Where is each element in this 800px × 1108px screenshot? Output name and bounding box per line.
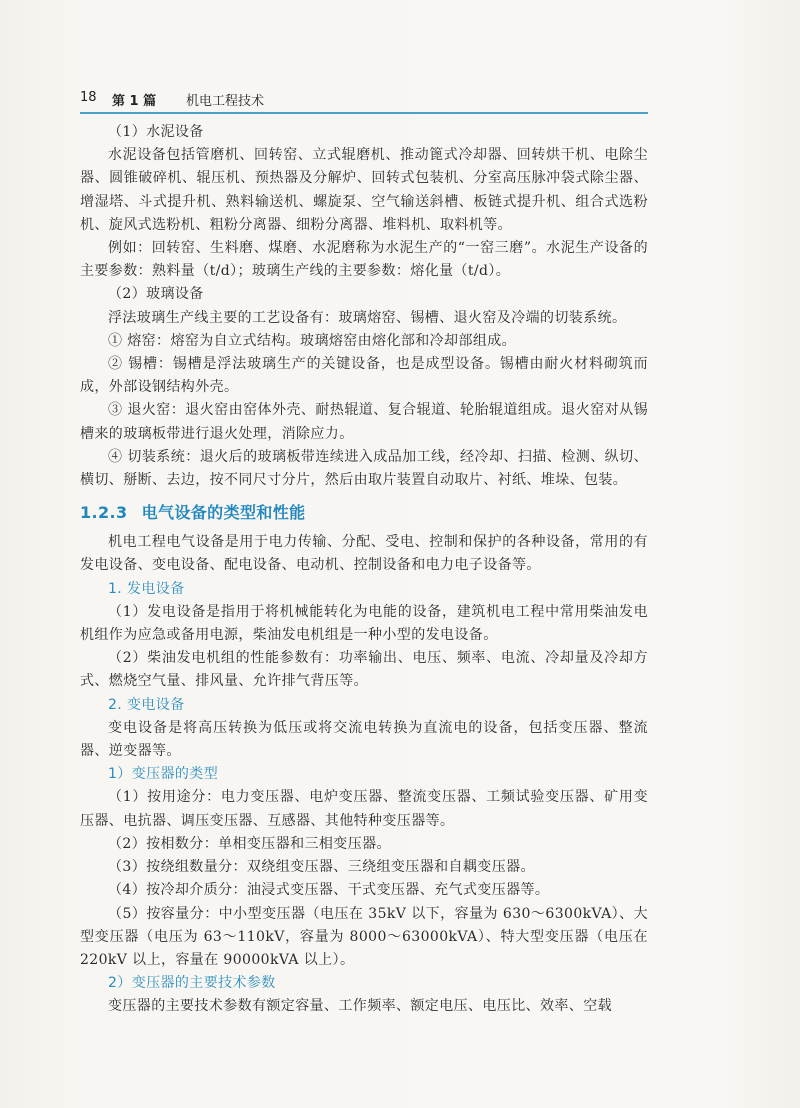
paragraph: （2）柴油发电机组的性能参数有：功率输出、电压、频率、电流、冷却量及冷却方式、燃烧空气量、排风量、允许排气背压等。: [80, 650, 648, 690]
paragraph: 机电工程电气设备是用于电力传输、分配、受电、控制和保护的各种设备，常用的有发电设备、变电设备、配电设备、电动机、控制设备和电力电子设备等。: [80, 534, 648, 574]
paragraph: （2）按相数分：单相变压器和三相变压器。: [108, 835, 391, 852]
subheading: 1. 发电设备: [108, 580, 185, 597]
paragraph: 例如：回转窑、生料磨、煤磨、水泥磨称为水泥生产的“一窑三磨”。水泥生产设备的主要参数：熟料量（t/d）；玻璃生产线的主要参数：熔化量（t/d）。: [80, 240, 648, 280]
paragraph: ③ 退火窑：退火窑由窑体外壳、耐热辊道、复合辊道、轮胎辊道组成。退火窑对从锡槽来的玻璃板带进行退火处理，消除应力。: [80, 402, 648, 442]
page-number: 18: [80, 90, 97, 105]
paragraph: 浮法玻璃生产线主要的工艺设备有：玻璃熔窑、锡槽、退火窑及冷端的切装系统。: [108, 309, 627, 326]
paragraph: （1）按用途分：电力变压器、电炉变压器、整流变压器、工频试验变压器、矿用变压器、电抗器、调压变压器、互感器、其他特种变压器等。: [80, 789, 648, 829]
paragraph: 水泥设备包括管磨机、回转窑、立式辊磨机、推动篦式冷却器、回转烘干机、电除尘器、圆锥破碎机、辊压机、预热器及分解炉、回转式包装机、分室高压脉冲袋式除尘器、增湿塔、斗式提升机、熟料输送机、螺旋泵、空气输送斜槽、板链式提升机、组合式选粉机、旋风式选粉机、粗粉分离器、细粉分离器、堆料机、取料机等。: [80, 147, 648, 233]
paragraph: ④ 切装系统：退火后的玻璃板带连续进入成品加工线，经冷却、扫描、检测、纵切、横切、掰断、去边，按不同尺寸分片，然后由取片装置自动取片、衬纸、堆垛、包装。: [80, 448, 648, 489]
subheading: 2）变压器的主要技术参数: [108, 975, 276, 992]
paragraph: （1）发电设备是指用于将机械能转化为电能的设备，建筑机电工程中常用柴油发电机组作为应急或备用电源，柴油发电机组是一种小型的发电设备。: [80, 603, 648, 644]
book-title: 机电工程技术: [186, 94, 265, 109]
section-number: 1.2.3: [80, 503, 128, 523]
paragraph: （1）水泥设备: [108, 124, 204, 140]
section-title: 电气设备的类型和性能: [141, 503, 306, 523]
paragraph: （2）玻璃设备: [108, 286, 204, 303]
paragraph: 变压器的主要技术参数有额定容量、工作频率、额定电压、电压比、效率、空载: [108, 998, 612, 1015]
body-text: [80, 121, 648, 1019]
section-heading: [80, 500, 648, 526]
running-header: [80, 88, 648, 110]
paragraph: （3）按绕组数量分：双绕组变压器、三绕组变压器和自耦变压器。: [108, 859, 535, 876]
part-label: 第 1 篇: [112, 94, 157, 109]
paragraph: （4）按冷却介质分：油浸式变压器、干式变压器、充气式变压器等。: [108, 882, 550, 899]
paragraph: ② 锡槽：锡槽是浮法玻璃生产的关键设备，也是成型设备。锡槽由耐火材料砌筑而成，外部设钢结构外壳。: [80, 356, 648, 396]
subheading: 1）变压器的类型: [108, 766, 219, 783]
paragraph: （5）按容量分：中小型变压器（电压在 35kV 以下，容量为 630～6300kVA）、大型变压器（电压为 63～110kV，容量为 8000～63000kVA）、特大型变压器（电压在 220kV 以上，容量在 90000kVA 以上）。: [80, 905, 648, 968]
paragraph: ① 熔窑：熔窑为自立式结构。玻璃熔窑由熔化部和冷却部组成。: [108, 332, 517, 349]
subheading: 2. 变电设备: [108, 696, 185, 713]
paragraph: 变电设备是将高压转换为低压或将交流电转换为直流电的设备，包括变压器、整流器、逆变器等。: [80, 719, 648, 760]
header-rule: [80, 112, 648, 114]
